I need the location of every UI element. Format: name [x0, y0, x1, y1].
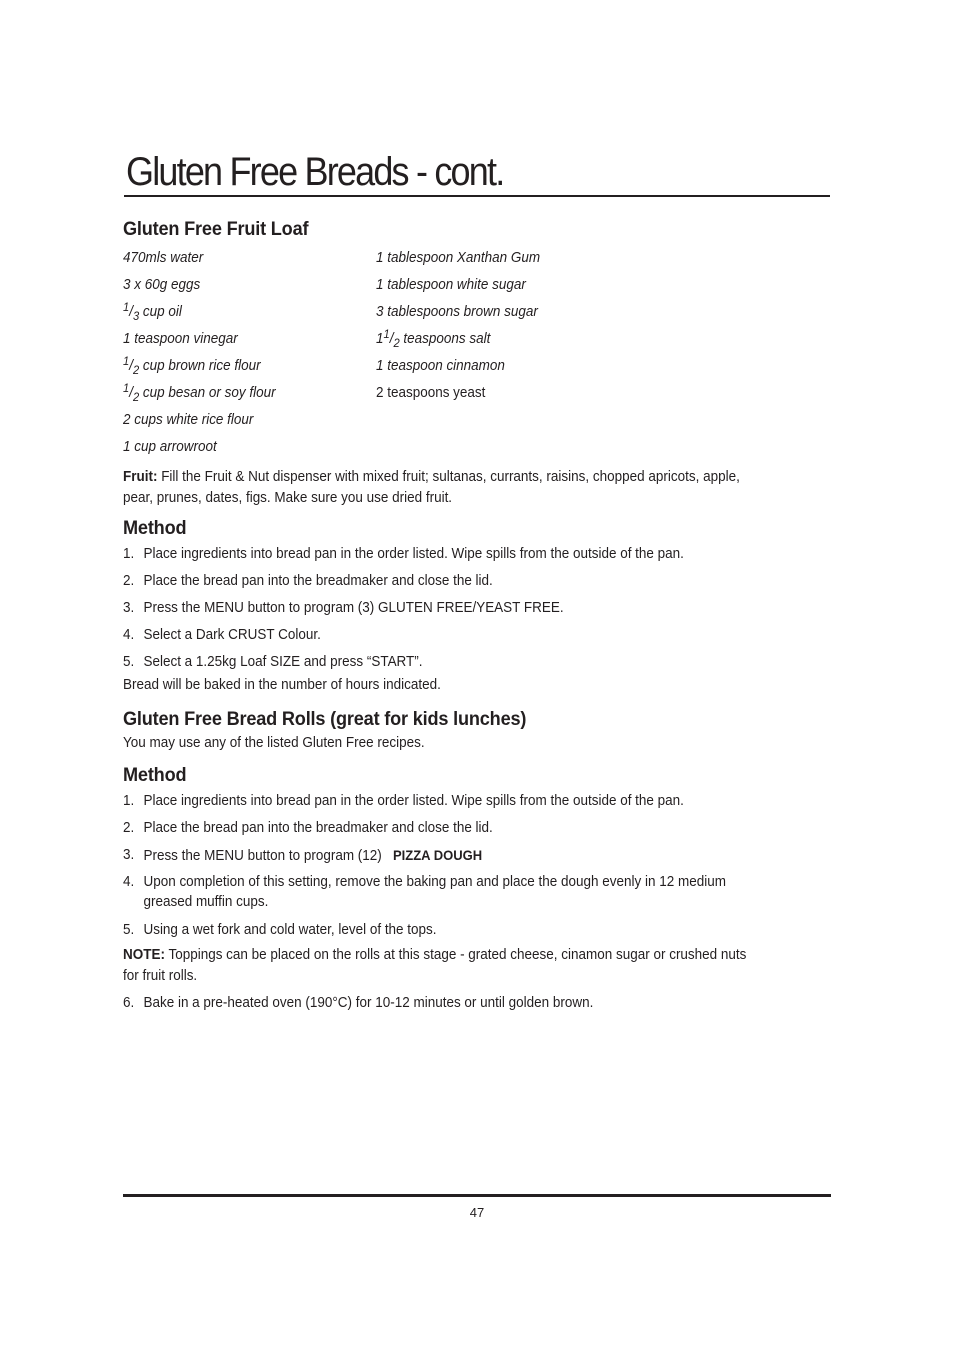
- step-number: 1.: [123, 793, 135, 809]
- step-text-plain: Press the MENU button to program (12): [143, 848, 382, 864]
- ingredient-text: 1 teaspoon vinegar: [123, 331, 238, 347]
- note-paragraph: [123, 945, 755, 987]
- list-item: [123, 791, 755, 818]
- ingredient-item: $^1/_2$ cup brown rice flour: [123, 354, 261, 377]
- ingredient-text: 2 teaspoons yeast: [375, 385, 486, 401]
- note-text-line2: for fruit rolls.: [123, 968, 198, 984]
- content-inner: [123, 216, 755, 1020]
- page-number: 47: [469, 1205, 485, 1220]
- step-text: [143, 872, 755, 920]
- ingredient-item: [123, 434, 276, 461]
- step-number: 2.: [123, 820, 135, 836]
- list-item: [123, 845, 755, 872]
- list-item: [123, 872, 755, 920]
- bread-rolls-final-step: [123, 993, 755, 1020]
- fraction-denominator: 2: [393, 336, 400, 350]
- ingredient-whole: 1: [375, 331, 384, 347]
- step-text: Place the bread pan into the breadmaker and close the lid.: [143, 573, 493, 589]
- step-number: 1.: [123, 546, 135, 562]
- step-number: 6.: [123, 995, 135, 1011]
- ingredient-item: [123, 245, 276, 272]
- fruit-label: Fruit:: [123, 469, 158, 485]
- after-steps-note: Bread will be baked in the number of hours indicated.: [123, 677, 441, 693]
- step-number: 4.: [123, 627, 135, 643]
- list-item: [123, 993, 755, 1020]
- step-text-line2: greased muffin cups.: [143, 894, 269, 910]
- ingredient-text: teaspoons salt: [399, 331, 491, 347]
- ingredient-text: cup brown rice flour: [139, 358, 261, 374]
- list-item: [123, 544, 755, 571]
- fraction-numerator: 1: [123, 300, 130, 314]
- step-text: Bake in a pre-heated oven (190°C) for 10-12 minutes or until golden brown.: [143, 995, 594, 1011]
- list-item: [123, 598, 755, 625]
- ingredient-item: [376, 245, 540, 272]
- page-content: [123, 216, 803, 1020]
- note-text-line1: Toppings can be placed on the rolls at this stage - grated cheese, cinamon sugar or crushed nuts: [164, 947, 747, 963]
- ingredient-item: $1^1/_2$ teaspoons salt: [375, 327, 491, 350]
- ingredient-text: 1 tablespoon white sugar: [375, 277, 526, 293]
- fraction-numerator: 1: [383, 327, 390, 341]
- ingredient-item: [376, 380, 540, 407]
- ingredient-item: $^1/_3$ cup oil: [123, 300, 182, 323]
- step-number: 3.: [123, 600, 135, 616]
- ingredient-item: [376, 272, 540, 299]
- fruit-text-line2: pear, prunes, dates, figs. Make sure you use dried fruit.: [123, 490, 453, 506]
- fraction-denominator: 2: [132, 390, 140, 404]
- ingredient-text: 3 x 60g eggs: [123, 277, 201, 293]
- step-text: Select a Dark CRUST Colour.: [143, 627, 321, 643]
- ingredient-text: 3 tablespoons brown sugar: [375, 304, 538, 320]
- list-item: [123, 625, 755, 652]
- step-text: Press the MENU button to program (3) GLUTEN FREE/YEAST FREE.: [143, 600, 564, 616]
- ingredient-item: [376, 353, 540, 380]
- list-item: [123, 571, 755, 598]
- ingredient-item: [123, 407, 276, 434]
- fruit-loaf-heading: Gluten Free Fruit Loaf: [123, 218, 309, 240]
- ingredient-text: 1 tablespoon Xanthan Gum: [375, 250, 541, 266]
- ingredient-list: [123, 245, 755, 461]
- step-number: 4.: [123, 874, 135, 890]
- title-rule: [124, 195, 830, 197]
- step-text: Place the bread pan into the breadmaker and close the lid.: [143, 820, 493, 836]
- fruit-text-line1: Fill the Fruit & Nut dispenser with mixed fruit; sultanas, currants, raisins, chopped apricots, apple,: [157, 469, 740, 485]
- footer-rule: [123, 1194, 831, 1197]
- ingredient-item: $^1/_2$ cup besan or soy flour: [123, 381, 276, 404]
- program-name: PIZZA DOUGH: [392, 847, 483, 863]
- list-item: [123, 818, 755, 845]
- step-number: 3.: [123, 847, 135, 863]
- step-number: 2.: [123, 573, 135, 589]
- step-text: [143, 845, 755, 872]
- note-label: NOTE:: [123, 947, 165, 963]
- fruit-paragraph: [123, 467, 755, 509]
- bread-rolls-steps: [123, 791, 755, 947]
- ingredient-item: [376, 299, 540, 326]
- step-text: Select a 1.25kg Loaf SIZE and press “START”.: [143, 654, 423, 670]
- ingredient-text: 1 cup arrowroot: [123, 439, 217, 455]
- list-item: [123, 920, 755, 947]
- ingredient-text: cup besan or soy flour: [139, 385, 276, 401]
- ingredient-text: 2 cups white rice flour: [123, 412, 254, 428]
- ingredients-right-column: [376, 245, 540, 407]
- ingredients-left-column: [123, 245, 276, 461]
- bread-rolls-intro: You may use any of the listed Gluten Free recipes.: [123, 735, 425, 751]
- fraction-denominator: 2: [132, 363, 140, 377]
- step-number: 5.: [123, 654, 135, 670]
- ingredient-text: 470mls water: [123, 250, 204, 266]
- page-title: Gluten Free Breads - cont.: [126, 150, 504, 194]
- fraction-numerator: 1: [123, 381, 130, 395]
- fraction-denominator: 3: [132, 309, 140, 323]
- step-text: Place ingredients into bread pan in the order listed. Wipe spills from the outside of the pan.: [143, 546, 684, 562]
- step-text: Using a wet fork and cold water, level of the tops.: [143, 922, 437, 938]
- fruit-loaf-steps: [123, 544, 755, 679]
- bread-rolls-method-heading: Method: [123, 764, 187, 786]
- step-number: 5.: [123, 922, 135, 938]
- fruit-loaf-method-heading: Method: [123, 517, 187, 539]
- ingredient-text: cup oil: [139, 304, 182, 320]
- step-text-line1: Upon completion of this setting, remove the baking pan and place the dough evenly in 12 medium: [143, 874, 726, 890]
- bread-rolls-heading: Gluten Free Bread Rolls (great for kids lunches): [123, 708, 527, 730]
- ingredient-text: 1 teaspoon cinnamon: [375, 358, 505, 374]
- ingredient-item: [123, 326, 276, 353]
- fraction-numerator: 1: [123, 354, 130, 368]
- ingredient-item: [123, 272, 276, 299]
- step-text: Place ingredients into bread pan in the order listed. Wipe spills from the outside of the pan.: [143, 793, 684, 809]
